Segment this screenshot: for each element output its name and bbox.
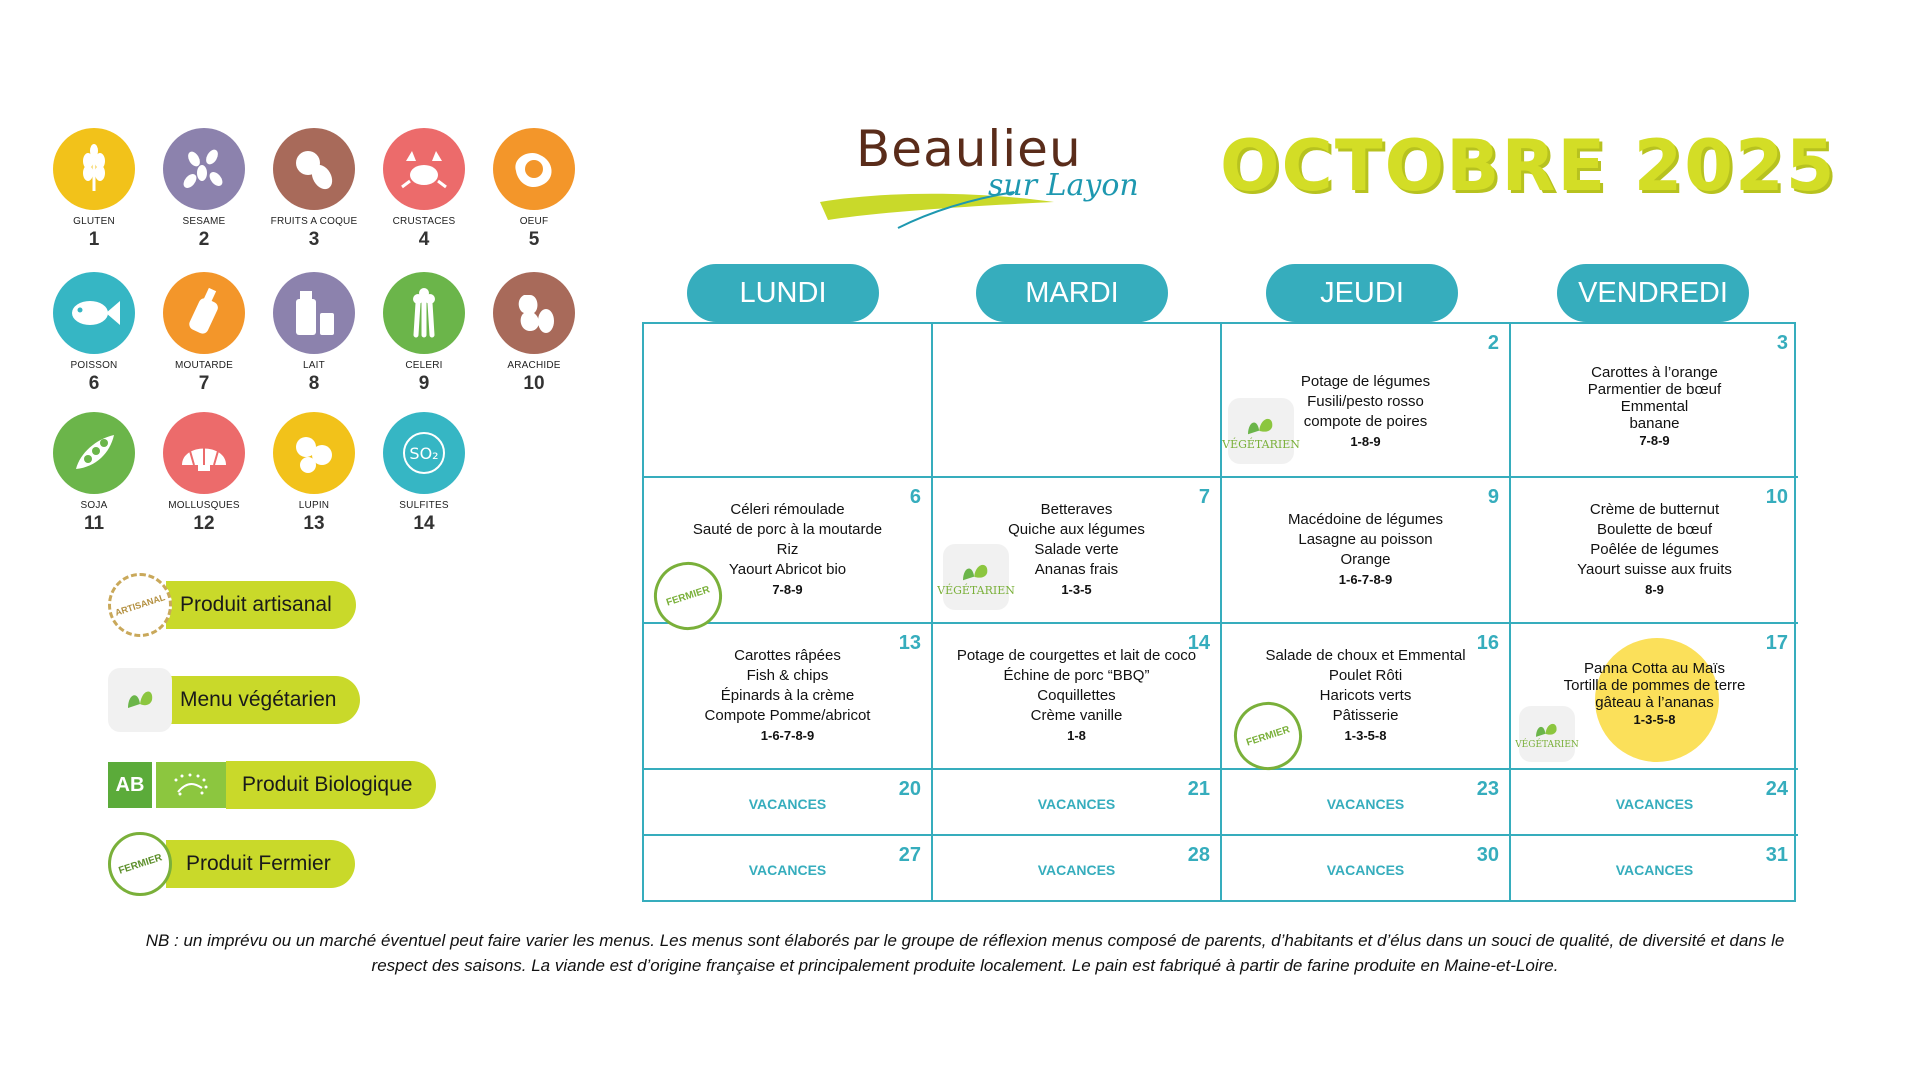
egg-icon xyxy=(493,128,575,210)
eu-organic-leaf-icon xyxy=(156,762,226,808)
allergen-number: 11 xyxy=(83,513,105,534)
menu-item: Haricots verts xyxy=(1319,687,1412,704)
menu-item: Ananas frais xyxy=(1034,561,1119,578)
calendar-cell xyxy=(1222,478,1511,624)
nut-icon xyxy=(273,128,355,210)
allergen-item xyxy=(259,272,369,395)
legend-artisanal-label: Produit artisanal xyxy=(166,581,356,629)
menu-item: Potage de courgettes et lait de coco xyxy=(956,647,1197,664)
cell-menu xyxy=(1511,500,1798,600)
allergen-number: 13 xyxy=(303,513,325,534)
allergen-item xyxy=(149,128,259,251)
cell-menu xyxy=(1222,646,1509,746)
allergen-item xyxy=(259,412,369,535)
mustard-icon xyxy=(163,272,245,354)
allergen-name: OEUF xyxy=(519,216,549,227)
wheat-icon xyxy=(53,128,135,210)
allergen-number: 6 xyxy=(88,373,100,394)
calendar-cell xyxy=(1222,324,1511,478)
fermier-stamp-icon: FERMIER xyxy=(1225,693,1311,779)
allergen-name: MOUTARDE xyxy=(174,360,234,371)
menu-item: Céleri rémoulade xyxy=(730,501,845,518)
svg-text:SO₂: SO₂ xyxy=(409,444,439,463)
allergen-number: 9 xyxy=(418,373,430,394)
calendar-cell xyxy=(1222,624,1511,770)
ab-logo-icon: AB xyxy=(108,762,152,808)
menu-item: Parmentier de bœuf xyxy=(1587,381,1722,398)
menu-item: Salade de choux et Emmental xyxy=(1265,647,1466,664)
menu-item: banane xyxy=(1629,415,1680,432)
legend-vegetarien-label: Menu végétarien xyxy=(166,676,360,724)
menu-item: Quiche aux légumes xyxy=(1008,521,1145,538)
cell-menu xyxy=(1511,660,1798,728)
allergen-name: SESAME xyxy=(182,216,226,227)
lupin-icon xyxy=(273,412,355,494)
menu-item: Orange xyxy=(1340,551,1391,568)
menu-item: Emmental xyxy=(1620,398,1689,415)
beaulieu-logo xyxy=(818,110,1170,230)
allergen-codes: 7-8-9 xyxy=(1639,433,1670,448)
legend-fermier-label: Produit Fermier xyxy=(166,840,355,888)
calendar-cell-holiday xyxy=(1222,770,1511,836)
calendar-cell xyxy=(933,624,1222,770)
peanut-icon xyxy=(493,272,575,354)
allergen-number: 3 xyxy=(308,229,320,250)
menu-item: Poêlée de légumes xyxy=(1590,541,1719,558)
cell-date: 27 xyxy=(898,844,921,866)
allergen-item xyxy=(39,128,149,251)
cell-menu xyxy=(1222,372,1509,452)
menu-item: Potage de légumes xyxy=(1300,373,1431,390)
allergen-item xyxy=(369,128,479,251)
menu-item: Crème de butternut xyxy=(1589,501,1720,518)
menu-item: Tortilla de pommes de terre xyxy=(1563,677,1746,694)
allergen-codes: 1-3-5-8 xyxy=(1633,712,1676,727)
vacances-label: VACANCES xyxy=(1615,796,1694,812)
allergen-codes: 1-3-5 xyxy=(1061,582,1092,597)
menu-item: Échine de porc “BBQ” xyxy=(1003,667,1150,684)
calendar-cell-holiday xyxy=(1222,836,1511,900)
menu-item: Fusili/pesto rosso xyxy=(1307,393,1424,410)
allergen-codes: 1-3-5-8 xyxy=(1344,728,1387,743)
menu-item: Fish & chips xyxy=(746,667,829,684)
menu-item: Carottes à l’orange xyxy=(1591,364,1718,381)
allergen-codes: 1-8 xyxy=(1067,728,1086,743)
cell-date: 23 xyxy=(1476,778,1499,800)
logo-sub-text: sur Layon xyxy=(988,168,1139,203)
allergen-number: 5 xyxy=(528,229,540,250)
cell-date: 20 xyxy=(898,778,921,800)
cell-date: 28 xyxy=(1187,844,1210,866)
logo-main-text: Beaulieu xyxy=(856,120,1082,178)
menu-item: gâteau à l’ananas xyxy=(1595,694,1714,711)
month-title: OCTOBRE 2025 xyxy=(1220,125,1837,207)
shell-icon xyxy=(163,412,245,494)
calendar-cell xyxy=(933,478,1222,624)
allergen-number: 10 xyxy=(523,373,545,394)
allergen-number: 2 xyxy=(198,229,210,250)
menu-item: Riz xyxy=(776,541,799,558)
calendar-cell xyxy=(644,478,933,624)
vacances-label: VACANCES xyxy=(1037,796,1116,812)
menu-item: Yaourt Abricot bio xyxy=(728,561,847,578)
legend-fermier xyxy=(108,838,355,890)
allergen-item xyxy=(39,272,149,395)
menu-item: Pâtisserie xyxy=(1332,707,1399,724)
milk-icon xyxy=(273,272,355,354)
vacances-label: VACANCES xyxy=(748,796,827,812)
cell-date: 21 xyxy=(1187,778,1210,800)
calendar-cell-empty xyxy=(933,324,1222,478)
menu-item: Lasagne au poisson xyxy=(1298,531,1433,548)
cell-menu xyxy=(933,646,1220,746)
legend-biologique-label: Produit Biologique xyxy=(226,761,436,809)
menu-calendar xyxy=(642,322,1796,902)
allergen-codes: 1-6-7-8-9 xyxy=(1338,572,1393,587)
fish-icon xyxy=(53,272,135,354)
vegetarian-icon: VÉGÉTARIEN xyxy=(1228,398,1294,464)
vegetarian-icon: VÉGÉTARIEN xyxy=(943,544,1009,610)
footnote xyxy=(140,928,1790,978)
sesame-icon xyxy=(163,128,245,210)
cell-date: 24 xyxy=(1765,778,1788,800)
calendar-cell-holiday xyxy=(644,836,933,900)
vacances-label: VACANCES xyxy=(1037,862,1116,878)
allergen-item xyxy=(369,412,479,535)
menu-item: Salade verte xyxy=(1034,541,1119,558)
cell-date: 30 xyxy=(1476,844,1499,866)
menu-item: Panna Cotta au Maïs xyxy=(1584,660,1725,677)
calendar-cell-holiday xyxy=(933,770,1222,836)
vacances-label: VACANCES xyxy=(748,862,827,878)
cell-date: 3 xyxy=(1776,332,1788,354)
calendar-cell-holiday xyxy=(1511,770,1798,836)
calendar-cell xyxy=(1511,624,1798,770)
calendar-cell-holiday xyxy=(1511,836,1798,900)
so2-icon xyxy=(383,412,465,494)
menu-item: compote de poires xyxy=(1303,413,1428,430)
cell-date: 10 xyxy=(1765,486,1788,508)
cell-menu xyxy=(644,646,931,746)
allergen-name: CRUSTACES xyxy=(392,216,456,227)
cell-date: 9 xyxy=(1487,486,1499,508)
allergen-number: 4 xyxy=(418,229,430,250)
vegetarian-leaf-icon xyxy=(108,668,172,732)
celery-icon xyxy=(383,272,465,354)
day-header-jeudi: JEUDI xyxy=(1266,264,1458,322)
legend-vegetarien xyxy=(108,674,360,726)
allergen-item xyxy=(369,272,479,395)
allergen-name: MOLLUSQUES xyxy=(168,500,240,511)
soy-icon xyxy=(53,412,135,494)
footnote-line: respect des saisons. La viande est d’origine française et principalement produite localement. Le pain est fabriqué à partir de farine produite en Maine-et-Loire. xyxy=(371,956,1559,975)
menu-item: Betteraves xyxy=(1040,501,1113,518)
calendar-cell-holiday xyxy=(644,770,933,836)
allergen-name: SOJA xyxy=(80,500,108,511)
vacances-label: VACANCES xyxy=(1615,862,1694,878)
allergen-name: SULFITES xyxy=(399,500,449,511)
calendar-cell xyxy=(644,624,933,770)
crab-icon xyxy=(383,128,465,210)
cell-date: 16 xyxy=(1476,632,1499,654)
allergen-item xyxy=(149,412,259,535)
allergen-number: 8 xyxy=(308,373,320,394)
cell-date: 17 xyxy=(1765,632,1788,654)
allergen-number: 14 xyxy=(413,513,435,534)
allergen-item xyxy=(149,272,259,395)
allergen-name: CELERI xyxy=(405,360,443,371)
artisanal-stamp-icon: ARTISANAL xyxy=(108,573,172,637)
legend-artisanal xyxy=(108,579,356,631)
footnote-line: NB : un imprévu ou un marché éventuel peut faire varier les menus. Les menus sont élaborés par le groupe de réflexion menus composé de parents, d’habitants et d’élus dans un souci de qualité, de diversité et dans le xyxy=(145,931,1785,950)
calendar-cell-holiday xyxy=(933,836,1222,900)
day-header-vendredi: VENDREDI xyxy=(1557,264,1749,322)
menu-item: Compote Pomme/abricot xyxy=(704,707,871,724)
menu-item: Crème vanille xyxy=(1030,707,1123,724)
fermier-stamp-icon: FERMIER xyxy=(108,832,172,896)
allergen-item xyxy=(39,412,149,535)
menu-item: Coquillettes xyxy=(1037,687,1116,704)
fermier-stamp-icon: FERMIER xyxy=(645,553,731,639)
menu-item: Poulet Rôti xyxy=(1328,667,1403,684)
allergen-number: 1 xyxy=(88,229,100,250)
allergen-codes: 1-6-7-8-9 xyxy=(760,728,815,743)
allergen-name: FRUITS A COQUE xyxy=(270,216,358,227)
allergen-number: 7 xyxy=(198,373,210,394)
allergen-codes: 8-9 xyxy=(1645,582,1664,597)
allergen-item xyxy=(479,272,589,395)
cell-date: 7 xyxy=(1198,486,1210,508)
menu-item: Carottes râpées xyxy=(734,647,841,664)
allergen-item xyxy=(259,128,369,251)
cell-date: 14 xyxy=(1187,632,1210,654)
day-header-mardi: MARDI xyxy=(976,264,1168,322)
allergen-name: ARACHIDE xyxy=(507,360,561,371)
day-header-lundi: LUNDI xyxy=(687,264,879,322)
allergen-codes: 1-8-9 xyxy=(1350,434,1381,449)
calendar-cell-empty xyxy=(644,324,933,478)
allergen-name: POISSON xyxy=(70,360,118,371)
legend-biologique xyxy=(108,759,436,811)
allergen-codes: 7-8-9 xyxy=(772,582,803,597)
allergen-name: LAIT xyxy=(303,360,325,371)
menu-item: Épinards à la crème xyxy=(720,687,855,704)
calendar-cell xyxy=(1511,324,1798,478)
cell-menu xyxy=(644,500,931,600)
vacances-label: VACANCES xyxy=(1326,796,1405,812)
menu-item: Boulette de bœuf xyxy=(1596,521,1713,538)
cell-date: 31 xyxy=(1765,844,1788,866)
menu-item: Yaourt suisse aux fruits xyxy=(1577,561,1732,578)
cell-date: 13 xyxy=(898,632,921,654)
allergen-number: 12 xyxy=(193,513,215,534)
allergen-name: LUPIN xyxy=(298,500,330,511)
calendar-cell xyxy=(1511,478,1798,624)
menu-item: Sauté de porc à la moutarde xyxy=(692,521,883,538)
vacances-label: VACANCES xyxy=(1326,862,1405,878)
cell-menu xyxy=(1222,510,1509,590)
vegetarian-icon: VÉGÉTARIEN xyxy=(1519,706,1575,762)
cell-date: 2 xyxy=(1487,332,1499,354)
menu-item: Macédoine de légumes xyxy=(1287,511,1444,528)
allergen-name: GLUTEN xyxy=(73,216,115,227)
cell-menu xyxy=(1511,364,1798,449)
cell-menu xyxy=(933,500,1220,600)
allergen-item xyxy=(479,128,589,251)
cell-date: 6 xyxy=(909,486,921,508)
